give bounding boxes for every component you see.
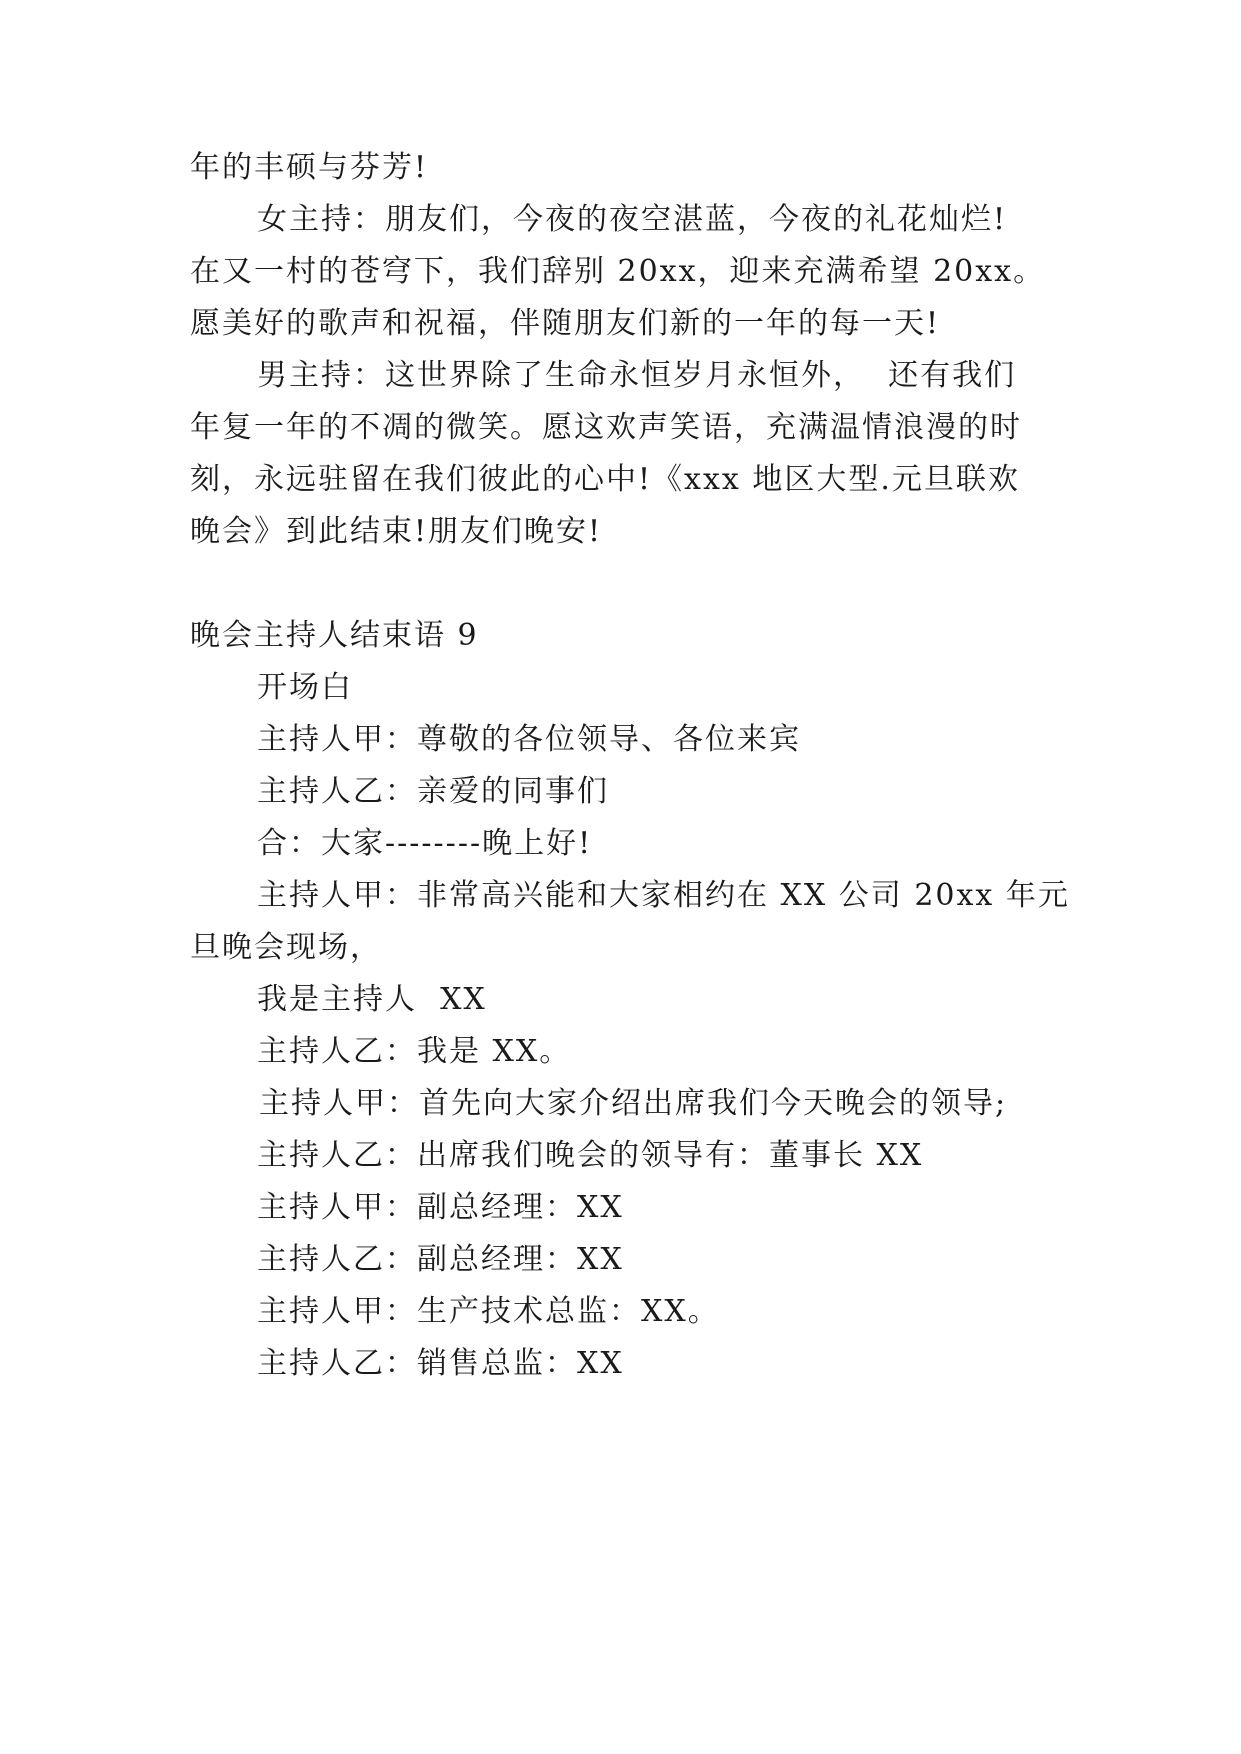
text-line: 在又一村的苍穹下，我们辞别 20xx，迎来充满希望 20xx。 [190, 254, 1046, 289]
text-line: 开场白 [257, 670, 353, 705]
text-line: 年的丰硕与芬芳! [190, 150, 429, 185]
text-line: 我是主持人 XX [257, 982, 487, 1017]
text-line: 主持人乙：副总经理：XX [257, 1242, 624, 1277]
text-line: 刻，永远驻留在我们彼此的心中!《xxx 地区大型.元旦联欢 [190, 462, 1020, 497]
text-line: 年复一年的不凋的微笑。愿这欢声笑语，充满温情浪漫的时 [190, 410, 1022, 445]
text-line: 晚会》到此结束!朋友们晚安! [190, 514, 603, 549]
text-line: 合：大家--------晚上好! [257, 826, 593, 861]
text-line: 主持人乙：出席我们晚会的领导有：董事长 XX [257, 1138, 924, 1173]
text-line: 主持人甲：首先向大家介绍出席我们今天晚会的领导; [259, 1086, 1008, 1121]
text-line: 旦晚会现场， [190, 930, 382, 965]
text-line: 男主持：这世界除了生命永恒岁月永恒外， 还有我们 [257, 358, 1017, 393]
text-line: 主持人甲：尊敬的各位领导、各位来宾 [257, 722, 801, 757]
text-line: 主持人甲：生产技术总监：XX。 [257, 1294, 720, 1329]
text-line: 愿美好的歌声和祝福，伴随朋友们新的一年的每一天! [190, 306, 941, 341]
text-line: 主持人甲：副总经理：XX [257, 1190, 624, 1225]
text-line: 主持人甲：非常高兴能和大家相约在 XX 公司 20xx 年元 [257, 878, 1070, 913]
text-line: 主持人乙：销售总监：XX [257, 1346, 624, 1381]
section-heading: 晚会主持人结束语 9 [190, 618, 479, 653]
text-line: 主持人乙：亲爱的同事们 [257, 774, 609, 809]
text-line: 女主持：朋友们，今夜的夜空湛蓝，今夜的礼花灿烂! [257, 202, 1008, 237]
text-line: 主持人乙：我是 XX。 [257, 1034, 572, 1069]
